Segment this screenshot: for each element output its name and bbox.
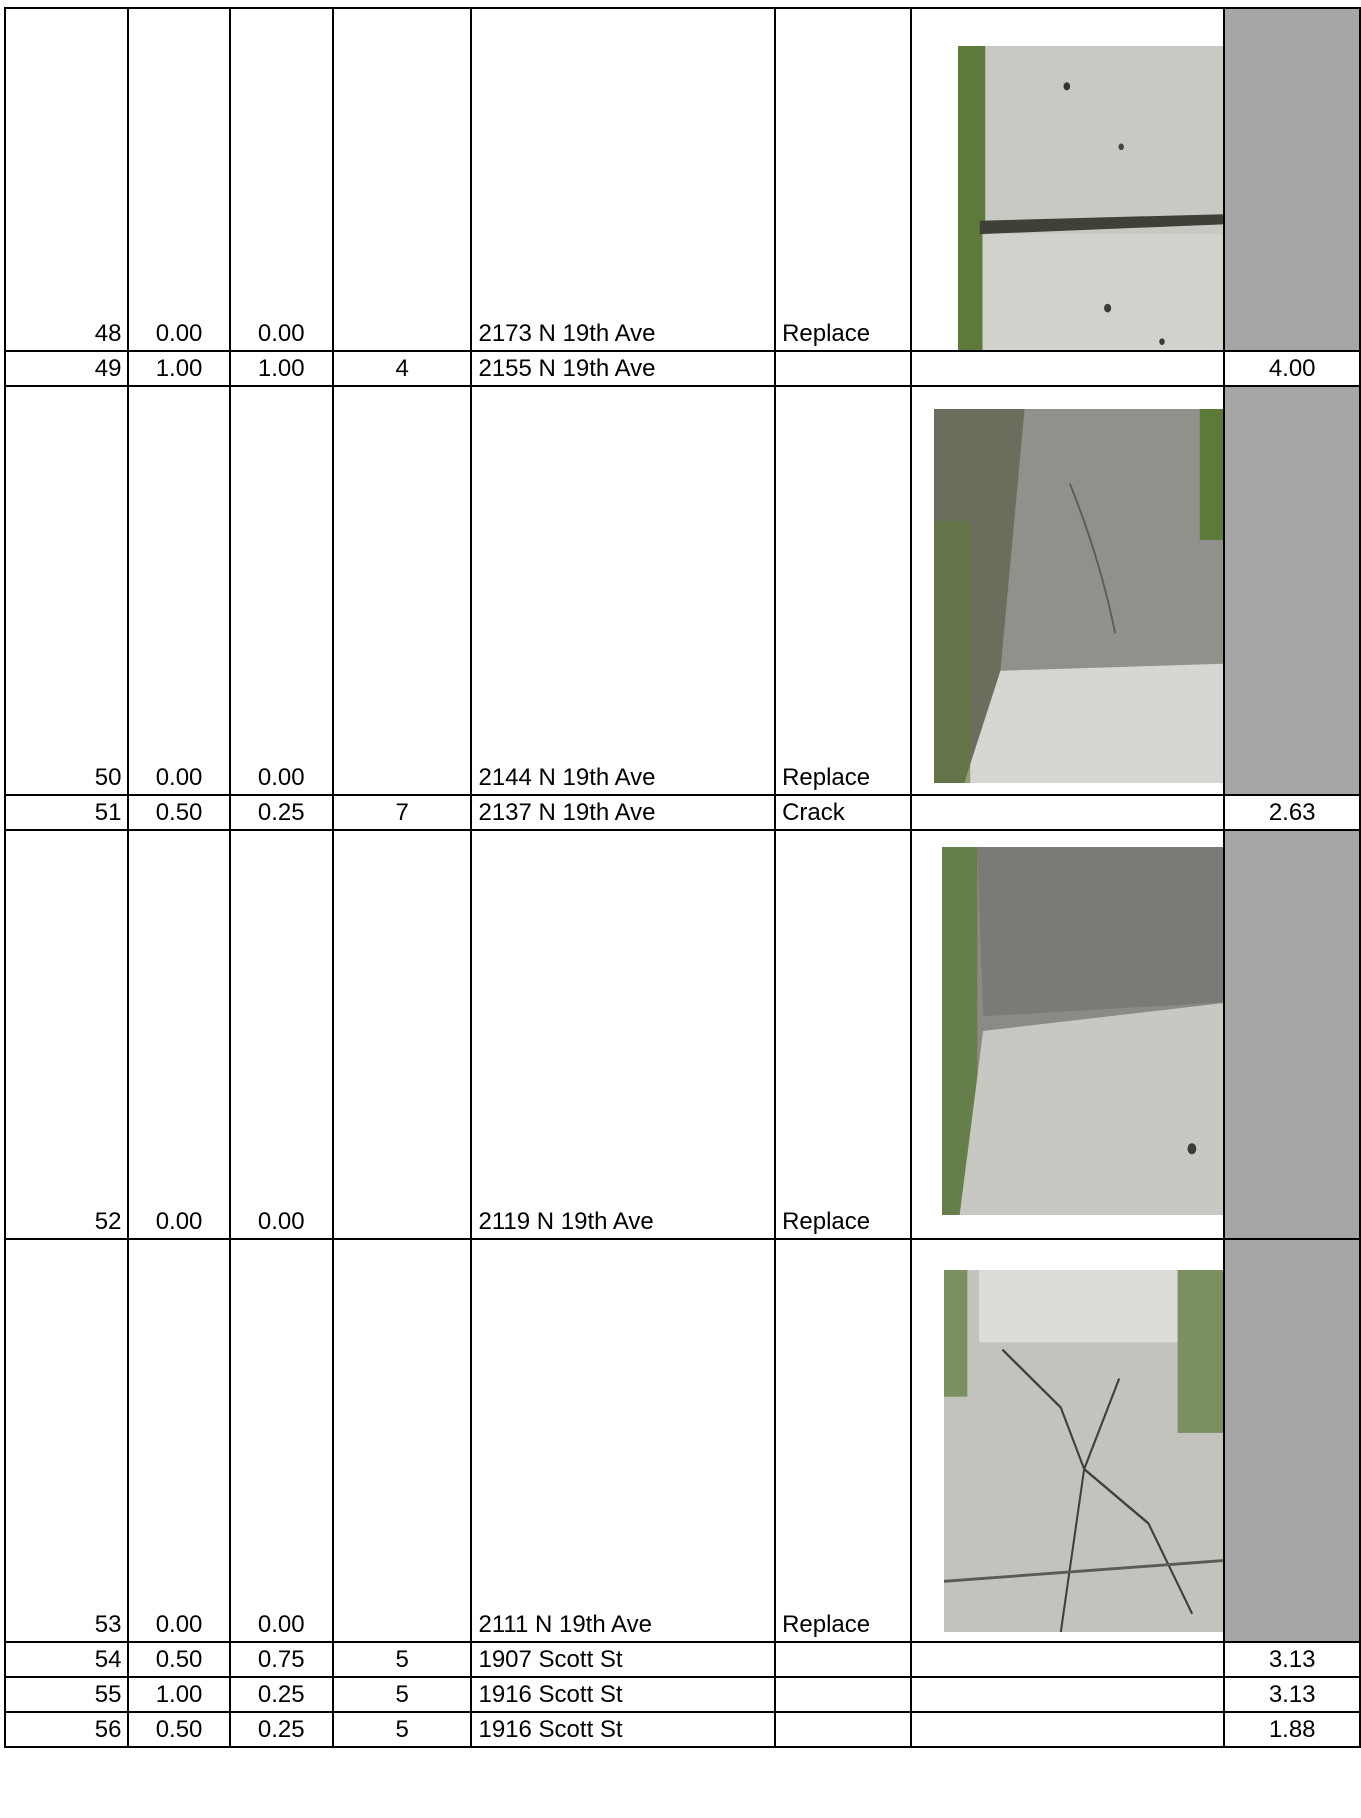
value-cell[interactable]: 0.00 (230, 830, 333, 1239)
address-cell[interactable]: 2155 N 19th Ave (471, 351, 775, 386)
count-cell[interactable]: 5 (333, 1677, 472, 1712)
action-cell[interactable]: Replace (775, 1239, 911, 1642)
value-cell[interactable]: 0.00 (128, 830, 229, 1239)
address-cell[interactable]: 2173 N 19th Ave (471, 8, 775, 351)
photo-cell[interactable] (911, 1712, 1225, 1747)
score-cell[interactable]: 2.63 (1224, 795, 1360, 830)
address-cell[interactable]: 2119 N 19th Ave (471, 830, 775, 1239)
row-number-cell[interactable]: 51 (5, 795, 128, 830)
score-cell[interactable] (1224, 386, 1360, 795)
count-cell[interactable] (333, 386, 472, 795)
sidewalk-photo (958, 46, 1225, 351)
table-row (5, 351, 1360, 386)
value-cell[interactable]: 0.50 (128, 1642, 229, 1677)
photo-cell[interactable] (911, 795, 1225, 830)
action-cell[interactable] (775, 1712, 911, 1747)
value-cell[interactable]: 0.25 (230, 795, 333, 830)
table-row (5, 386, 1360, 795)
address-cell[interactable]: 2111 N 19th Ave (471, 1239, 775, 1642)
photo-cell[interactable] (911, 1239, 1225, 1642)
photo-cell[interactable] (911, 1642, 1225, 1677)
address-cell[interactable]: 1916 Scott St (471, 1712, 775, 1747)
action-cell[interactable] (775, 351, 911, 386)
action-cell[interactable] (775, 1677, 911, 1712)
address-cell[interactable]: 1907 Scott St (471, 1642, 775, 1677)
table-row (5, 795, 1360, 830)
score-cell[interactable]: 4.00 (1224, 351, 1360, 386)
address-cell[interactable]: 2144 N 19th Ave (471, 386, 775, 795)
row-number-cell[interactable]: 55 (5, 1677, 128, 1712)
photo-cell[interactable] (911, 8, 1225, 351)
score-cell[interactable] (1224, 1239, 1360, 1642)
score-cell[interactable]: 1.88 (1224, 1712, 1360, 1747)
value-cell[interactable]: 0.50 (128, 1712, 229, 1747)
count-cell[interactable] (333, 8, 472, 351)
table-row (5, 1239, 1360, 1642)
row-number-cell[interactable]: 56 (5, 1712, 128, 1747)
value-cell[interactable]: 0.00 (128, 1239, 229, 1642)
action-cell[interactable]: Replace (775, 830, 911, 1239)
table-row (5, 1712, 1360, 1747)
value-cell[interactable]: 0.25 (230, 1712, 333, 1747)
value-cell[interactable]: 0.25 (230, 1677, 333, 1712)
sidewalk-photo (944, 1270, 1225, 1632)
score-cell[interactable]: 3.13 (1224, 1677, 1360, 1712)
value-cell[interactable]: 1.00 (128, 1677, 229, 1712)
action-cell[interactable] (775, 1642, 911, 1677)
address-cell[interactable]: 1916 Scott St (471, 1677, 775, 1712)
value-cell[interactable]: 0.00 (230, 8, 333, 351)
value-cell[interactable]: 0.00 (128, 8, 229, 351)
sidewalk-photo (934, 409, 1225, 783)
action-cell[interactable]: Crack (775, 795, 911, 830)
row-number-cell[interactable]: 54 (5, 1642, 128, 1677)
value-cell[interactable]: 1.00 (128, 351, 229, 386)
value-cell[interactable]: 0.50 (128, 795, 229, 830)
score-cell[interactable]: 3.13 (1224, 1642, 1360, 1677)
sidewalk-inspection-table (4, 7, 1361, 1748)
count-cell[interactable]: 5 (333, 1642, 472, 1677)
photo-cell[interactable] (911, 830, 1225, 1239)
row-number-cell[interactable]: 49 (5, 351, 128, 386)
row-number-cell[interactable]: 48 (5, 8, 128, 351)
value-cell[interactable]: 0.00 (128, 386, 229, 795)
row-number-cell[interactable]: 52 (5, 830, 128, 1239)
value-cell[interactable]: 0.75 (230, 1642, 333, 1677)
action-cell[interactable]: Replace (775, 8, 911, 351)
value-cell[interactable]: 0.00 (230, 1239, 333, 1642)
action-cell[interactable]: Replace (775, 386, 911, 795)
score-cell[interactable] (1224, 8, 1360, 351)
value-cell[interactable]: 1.00 (230, 351, 333, 386)
score-cell[interactable] (1224, 830, 1360, 1239)
count-cell[interactable]: 7 (333, 795, 472, 830)
address-cell[interactable]: 2137 N 19th Ave (471, 795, 775, 830)
photo-cell[interactable] (911, 351, 1225, 386)
value-cell[interactable]: 0.00 (230, 386, 333, 795)
table-row (5, 1642, 1360, 1677)
count-cell[interactable]: 5 (333, 1712, 472, 1747)
table-row (5, 1677, 1360, 1712)
table-row (5, 830, 1360, 1239)
photo-cell[interactable] (911, 1677, 1225, 1712)
count-cell[interactable]: 4 (333, 351, 472, 386)
sidewalk-photo (942, 847, 1225, 1215)
photo-cell[interactable] (911, 386, 1225, 795)
count-cell[interactable] (333, 830, 472, 1239)
row-number-cell[interactable]: 53 (5, 1239, 128, 1642)
table-row (5, 8, 1360, 351)
row-number-cell[interactable]: 50 (5, 386, 128, 795)
count-cell[interactable] (333, 1239, 472, 1642)
